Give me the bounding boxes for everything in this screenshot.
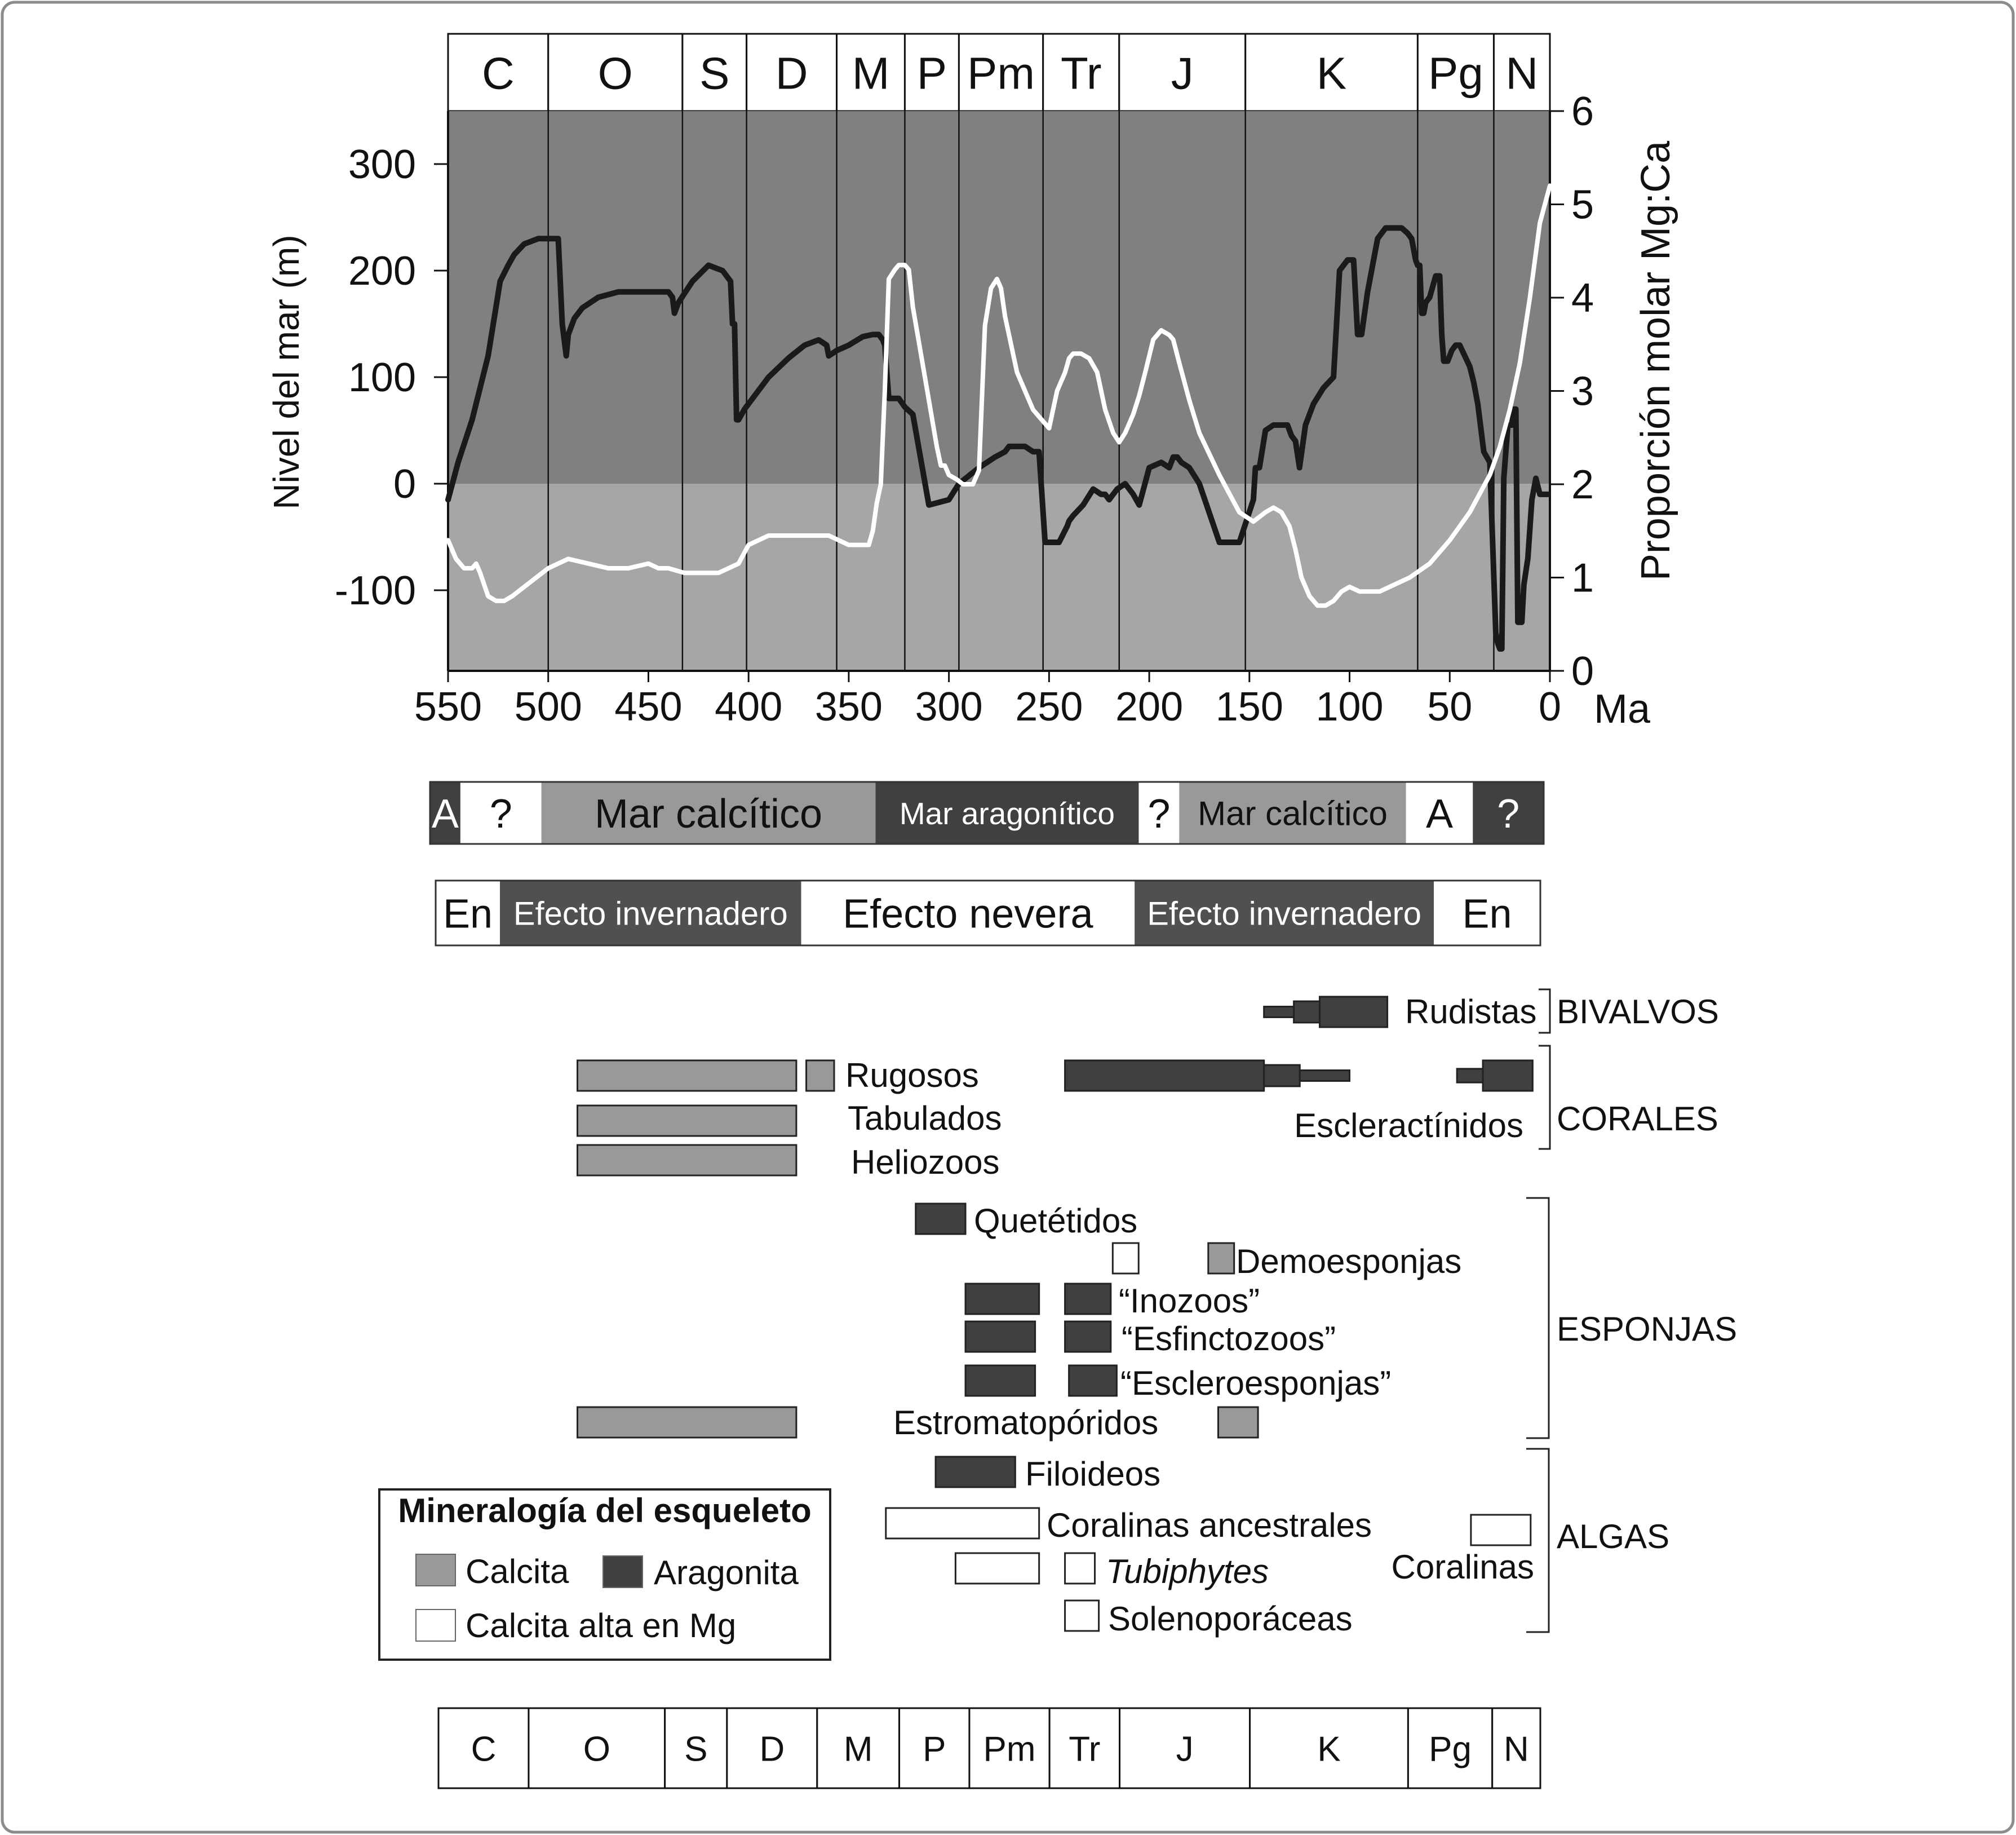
group-label-corales: CORALES — [1557, 1100, 1718, 1138]
y-right-tick-label: 4 — [1571, 276, 1594, 321]
taxon-label-filoideos: Filoideos — [1025, 1455, 1161, 1493]
range-bar-tubiphytes — [1065, 1553, 1095, 1584]
legend-label-aragonita: Aragonita — [654, 1554, 799, 1591]
group-label-esponjas: ESPONJAS — [1557, 1310, 1738, 1348]
x-tick-label: 100 — [1315, 684, 1384, 729]
climate_band-label-en: En — [1462, 891, 1512, 937]
x-tick-label: 450 — [614, 684, 683, 729]
range-bar-tubiphytes — [955, 1553, 1039, 1584]
range-bar-inozoos — [1065, 1284, 1111, 1314]
taxon-label-esfinctozoos: “Esfinctozoos” — [1122, 1320, 1336, 1358]
y-left-tick-label: -100 — [334, 568, 416, 613]
legend-swatch-aragonita — [603, 1556, 643, 1588]
bottom-period-bar — [438, 1708, 1540, 1788]
top-period-label-pg: Pg — [1428, 48, 1483, 99]
range-bar-esfinctozoos — [1065, 1321, 1111, 1352]
y-right-tick-label: 5 — [1571, 182, 1594, 228]
sea_band-label-mar-calcitico: Mar calcítico — [1198, 794, 1388, 833]
x-tick-label: 300 — [915, 684, 983, 729]
top-period-label-pm: Pm — [967, 48, 1035, 99]
legend-swatch-calcita-alta-en-mg — [416, 1610, 455, 1641]
y-left-tick-label: 100 — [348, 355, 416, 400]
range-bar-escleractinidos — [1483, 1060, 1532, 1091]
bottom-period-label-o: O — [583, 1730, 610, 1769]
legend-swatch-calcita — [416, 1554, 455, 1586]
range-bar-rugosos — [807, 1060, 834, 1091]
sea_band-label-a: A — [431, 791, 459, 837]
legend-label-calcita-alta-en-mg: Calcita alta en Mg — [466, 1607, 737, 1644]
taxon-label-quetetidos: Quetétidos — [974, 1202, 1138, 1240]
range-bar-estromatoporidos — [1218, 1407, 1258, 1438]
negative-sea-level-band — [448, 484, 1550, 671]
bottom-period-label-s: S — [684, 1730, 708, 1769]
climate_band-label-en: En — [442, 891, 493, 937]
range-bar-inozoos — [965, 1284, 1039, 1314]
range-bar-coralinas — [1471, 1515, 1531, 1545]
top-period-label-d: D — [775, 48, 808, 99]
taxon-label-coralinas: Coralinas — [1391, 1548, 1534, 1586]
top-period-label-m: M — [852, 48, 890, 99]
bottom-period-label-tr: Tr — [1069, 1730, 1101, 1769]
y-right-tick-label: 6 — [1571, 89, 1594, 134]
sea_band-label-: ? — [1497, 791, 1520, 837]
range-bar-escleractinidos — [1065, 1060, 1264, 1091]
x-tick-label: 350 — [814, 684, 883, 729]
taxon-label-tabulados: Tabulados — [848, 1099, 1002, 1137]
x-tick-label: 150 — [1215, 684, 1283, 729]
sea_band-label-mar-aragonitico: Mar aragonítico — [899, 795, 1115, 831]
bottom-period-label-c: C — [471, 1730, 497, 1769]
range-bar-escleractinidos — [1300, 1071, 1349, 1081]
top-period-label-p: P — [916, 48, 947, 99]
taxon-label-rudistas: Rudistas — [1405, 993, 1537, 1031]
bottom-period-label-p: P — [923, 1730, 946, 1769]
taxon-label-escleroesponjas: “Escleroesponjas” — [1120, 1364, 1392, 1402]
y-right-tick-label: 3 — [1571, 369, 1594, 414]
y-left-tick-label: 0 — [393, 462, 416, 507]
y-right-tick-label: 0 — [1571, 649, 1594, 694]
y-right-tick-label: 2 — [1571, 462, 1594, 507]
climate_band-label-efecto-invernadero: Efecto invernadero — [1147, 895, 1422, 932]
top-period-label-o: O — [597, 48, 633, 99]
range-bar-quetetidos — [916, 1204, 965, 1234]
climate_band-label-efecto-invernadero: Efecto invernadero — [513, 895, 788, 932]
top-period-label-k: K — [1316, 48, 1347, 99]
range-bar-filoideos — [936, 1457, 1015, 1487]
x-axis-label: Ma — [1593, 687, 1651, 732]
range-bar-esfinctozoos — [965, 1321, 1035, 1352]
sea_band-label-: ? — [489, 791, 512, 837]
range-bar-tabulados — [578, 1106, 796, 1136]
group-label-algas: ALGAS — [1557, 1518, 1670, 1555]
top-period-label-tr: Tr — [1060, 48, 1102, 99]
taxon-label-solenoporaceas: Solenoporáceas — [1108, 1600, 1353, 1638]
top-period-label-c: C — [481, 48, 515, 99]
plot-area — [266, 89, 1678, 732]
sea_band-label-a: A — [1425, 791, 1453, 837]
top-period-label-s: S — [699, 48, 730, 99]
taxon-label-inozoos: “Inozoos” — [1119, 1282, 1260, 1320]
sea_band-label-mar-calcitico: Mar calcítico — [594, 791, 823, 837]
x-tick-label: 50 — [1427, 684, 1473, 729]
bottom-period-label-k: K — [1317, 1730, 1341, 1769]
range-bar-escleroesponjas — [1069, 1365, 1117, 1396]
legend-label-calcita: Calcita — [466, 1553, 569, 1590]
x-tick-label: 400 — [715, 684, 783, 729]
bottom-period-label-d: D — [759, 1730, 785, 1769]
range-bar-heliozoos — [578, 1145, 796, 1175]
range-bar-escleroesponjas — [965, 1365, 1035, 1396]
x-tick-label: 200 — [1115, 684, 1184, 729]
x-tick-label: 250 — [1015, 684, 1083, 729]
legend-title: Mineralogía del esqueleto — [398, 1492, 812, 1529]
bottom-period-label-n: N — [1503, 1730, 1529, 1769]
range-bar-demoesponjas-bmg — [1113, 1243, 1138, 1274]
bottom-period-label-pg: Pg — [1429, 1730, 1472, 1769]
range-bar-estromatoporidos — [578, 1407, 796, 1438]
range-bar-demoesponjas — [1208, 1243, 1234, 1274]
range-bar-coralinas-ancestrales — [886, 1508, 1039, 1538]
legend — [379, 1489, 830, 1660]
taxon-label-heliozoos: Heliozoos — [851, 1143, 1000, 1181]
group-label-bivalvos: BIVALVOS — [1557, 993, 1719, 1031]
y-left-axis-title: Nivel del mar (m) — [266, 235, 307, 510]
x-tick-label: 500 — [514, 684, 582, 729]
top-period-label-n: N — [1505, 48, 1539, 99]
top-period-label-j: J — [1171, 48, 1194, 99]
taxon-label-escleractinidos: Escleractínidos — [1294, 1107, 1523, 1144]
range-bar-escleractinidos — [1264, 1065, 1300, 1086]
bottom-period-label-j: J — [1176, 1730, 1194, 1769]
taxon-label-rugosos: Rugosos — [845, 1056, 979, 1094]
x-tick-label: 550 — [414, 684, 482, 729]
taxon-label-demoesponjas: Demoesponjas — [1236, 1243, 1462, 1280]
bottom-period-label-m: M — [843, 1730, 873, 1769]
range-bar-rugosos — [578, 1060, 796, 1091]
y-right-axis-title: Proporción molar Mg:Ca — [1633, 140, 1678, 581]
range-bar-rudistas — [1320, 997, 1388, 1027]
x-tick-label: 0 — [1538, 684, 1562, 729]
sea_band-label-: ? — [1147, 791, 1171, 837]
taxon-label-coralinas-ancestrales: Coralinas ancestrales — [1047, 1506, 1372, 1544]
y-left-tick-label: 200 — [348, 249, 416, 294]
taxon-label-estromatoporidos: Estromatopóridos — [893, 1404, 1159, 1442]
bottom-period-label-pm: Pm — [983, 1730, 1036, 1769]
positive-sea-level-band — [448, 111, 1550, 484]
y-right-tick-label: 1 — [1571, 555, 1594, 601]
top-period-bar — [448, 34, 1550, 111]
climate_band-label-efecto-nevera: Efecto nevera — [843, 891, 1093, 937]
taxon-label-tubiphytes: Tubiphytes — [1106, 1553, 1269, 1590]
y-left-tick-label: 300 — [348, 142, 416, 187]
range-bar-solenoporaceas — [1065, 1600, 1099, 1631]
